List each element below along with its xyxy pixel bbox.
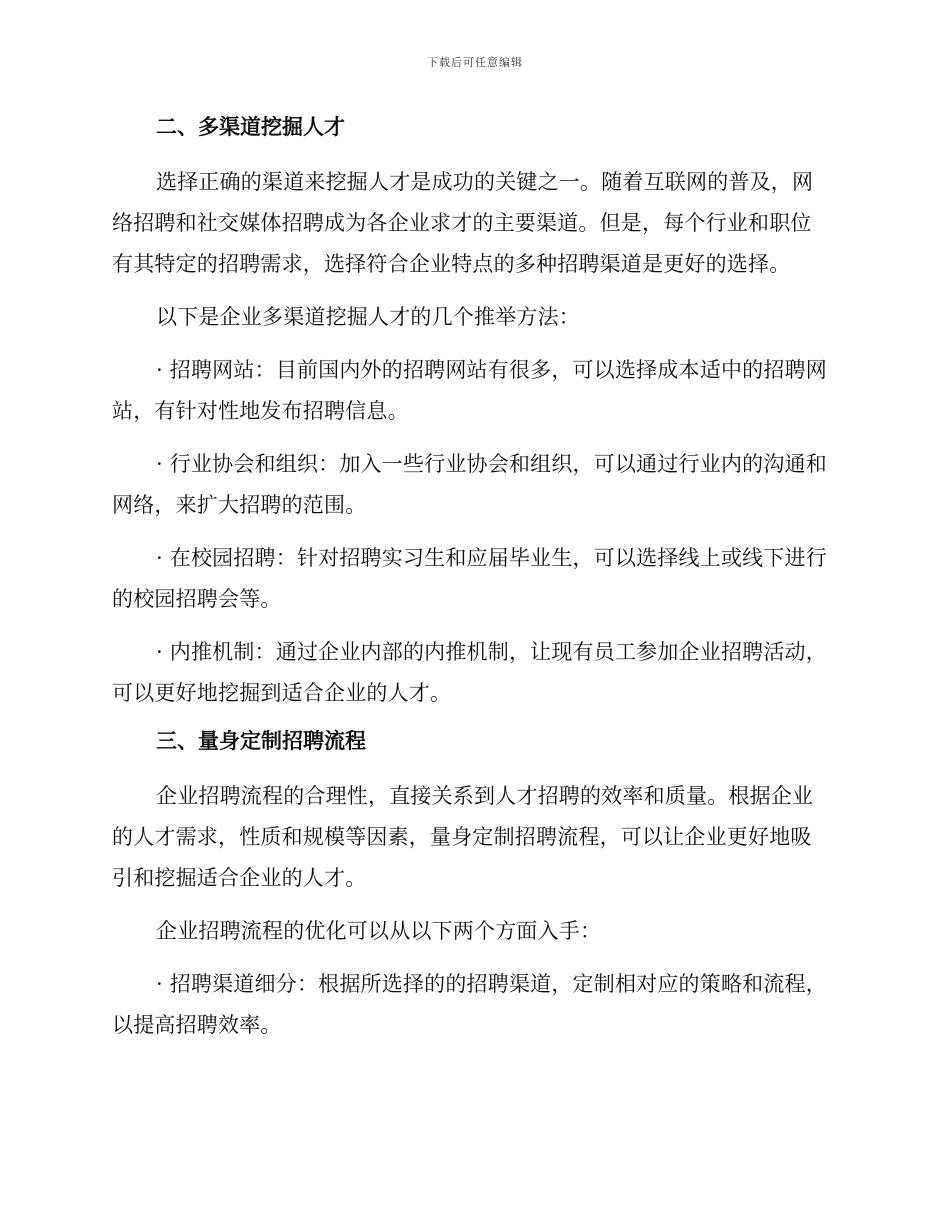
paragraph: 企业招聘流程的合理性，直接关系到人才招聘的效率和质量。根据企业的人才需求，性质和规模等因素，量身定制招聘流程，可以让企业更好地吸引和挖掘适合企业的人才。 [112, 784, 814, 890]
bullet-item: · 招聘网站：目前国内外的招聘网站有很多，可以选择成本适中的招聘网站，有针对性地发布招聘信息。 [112, 358, 827, 423]
paragraph: 选择正确的渠道来挖掘人才是成功的关键之一。随着互联网的普及，网络招聘和社交媒体招聘成为各企业求才的主要渠道。但是，每个行业和职位有其特定的招聘需求，选择符合企业特点的多种招聘渠道是更好的选择。 [112, 170, 814, 276]
section-heading-3: 三、量身定制招聘流程 [156, 729, 366, 753]
bullet-item: · 行业协会和组织：加入一些行业协会和组织，可以通过行业内的沟通和网络，来扩大招聘的范围。 [112, 452, 827, 517]
document-body [112, 112, 832, 1058]
section-heading-2: 二、多渠道挖掘人才 [156, 115, 345, 139]
paragraph: 企业招聘流程的优化可以从以下两个方面入手： [156, 919, 602, 943]
paragraph: 以下是企业多渠道挖掘人才的几个推举方法： [156, 305, 580, 329]
bullet-item: · 内推机制：通过企业内部的内推机制，让现有员工参加企业招聘活动，可以更好地挖掘到适合企业的人才。 [112, 640, 827, 705]
header-note: 下载后可任意编辑 [427, 56, 523, 69]
bullet-item: · 在校园招聘：针对招聘实习生和应届毕业生，可以选择线上或线下进行的校园招聘会等。 [112, 546, 827, 611]
bullet-item: · 招聘渠道细分：根据所选择的的招聘渠道，定制相对应的策略和流程，以提高招聘效率。 [112, 972, 827, 1037]
